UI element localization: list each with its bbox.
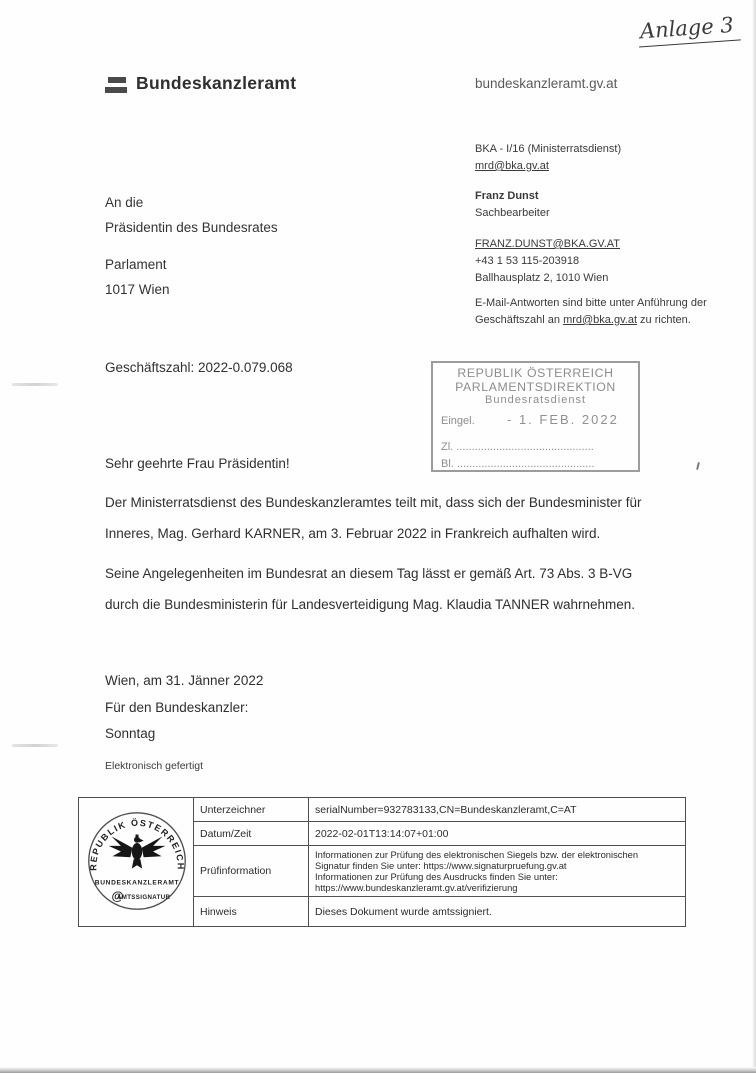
seal-cell — [79, 798, 194, 927]
scan-artifact — [696, 462, 700, 470]
sig-value-line: Informationen zur Prüfung des elektronischen Siegels bzw. der elektronischen — [315, 849, 639, 860]
stamp-dots: ............................................. — [456, 441, 594, 453]
reply-note-post: zu richten. — [637, 314, 691, 326]
recipient-line: Präsidentin des Bundesrates — [105, 220, 278, 235]
handwritten-annotation: Anlage 3 — [637, 12, 741, 47]
paragraph-2 — [105, 558, 635, 620]
closing-place-date: Wien, am 31. Jänner 2022 — [105, 673, 264, 688]
reply-note-line1: E-Mail-Antworten sind bitte unter Anführung der — [475, 297, 707, 309]
amtssignatur-seal-icon — [85, 809, 189, 913]
paragraph-line: Inneres, Mag. Gerhard KARNER, am 3. Februar 2022 in Frankreich aufhalten wird. — [105, 526, 601, 541]
spacer — [475, 287, 745, 295]
fold-mark — [12, 744, 58, 747]
stamp-zl-line — [441, 441, 633, 453]
spacer — [475, 222, 745, 236]
recipient-line: 1017 Wien — [105, 282, 170, 297]
paragraph-1 — [105, 487, 641, 549]
sig-label: Prüfinformation — [194, 846, 309, 897]
contact-block — [475, 141, 745, 329]
contact-role: Sachbearbeiter — [475, 207, 550, 219]
seal-org-text: BUNDESKANZLERAMT — [94, 879, 180, 887]
scan-edge-right — [752, 0, 756, 1073]
received-stamp — [431, 361, 640, 472]
sig-label: Unterzeichner — [194, 798, 309, 822]
contact-unit-email: mrd@bka.gv.at — [475, 160, 549, 172]
stamp-header — [433, 363, 638, 408]
paragraph-line: Seine Angelegenheiten im Bundesrat an diesem Tag lässt er gemäß Art. 73 Abs. 3 B-VG — [105, 566, 633, 581]
contact-unit: BKA - I/16 (Ministerratsdienst) — [475, 143, 622, 155]
bka-logo-icon — [105, 87, 127, 93]
fold-mark — [12, 383, 58, 386]
contact-email: FRANZ.DUNST@BKA.GV.AT — [475, 238, 621, 250]
spacer — [105, 240, 278, 252]
closing-block — [105, 668, 263, 748]
sig-value — [309, 846, 686, 897]
recipient-line: Parlament — [105, 257, 167, 272]
seal-bottom-text: AMTSSIGNATUR — [116, 893, 171, 901]
stamp-received-date: - 1. FEB. 2022 — [507, 412, 619, 427]
spacer — [475, 175, 745, 188]
sig-label: Hinweis — [194, 897, 309, 927]
org-website: bundeskanzleramt.gv.at — [475, 76, 618, 91]
stamp-bl-label: Bl. — [441, 458, 454, 470]
contact-address: Ballhausplatz 2, 1010 Wien — [475, 272, 609, 284]
stamp-zl-label: Zl. — [441, 441, 454, 453]
sig-value-line: Signatur finden Sie unter: https://www.signaturpruefung.gv.at — [315, 860, 567, 871]
stamp-line: Bundesratsdienst — [485, 394, 586, 406]
sig-value-line: Informationen zur Prüfung des Ausdrucks finden Sie unter: — [315, 871, 558, 882]
reference-number: Geschäftszahl: 2022-0.079.068 — [105, 360, 293, 375]
seal-at-icon: @ — [111, 888, 124, 903]
electronic-note: Elektronisch gefertigt — [105, 760, 204, 772]
closing-signer: Sonntag — [105, 726, 156, 741]
closing-on-behalf: Für den Bundeskanzler: — [105, 699, 249, 715]
sig-value: Dieses Dokument wurde amtssigniert. — [309, 897, 686, 927]
scan-edge-bottom — [0, 1067, 756, 1073]
austrian-eagle-icon — [109, 834, 166, 868]
paragraph-line: Der Ministerratsdienst des Bundeskanzleramtes teilt mit, dass sich der Bundesminister für — [105, 495, 642, 510]
table-row — [79, 798, 686, 822]
recipient-line: An die — [105, 195, 144, 210]
org-title: Bundeskanzleramt — [136, 73, 297, 93]
reply-note-email: mrd@bka.gv.at — [563, 314, 637, 326]
salutation: Sehr geehrte Frau Präsidentin! — [105, 456, 290, 471]
paragraph-line: durch die Bundesministerin für Landesverteidigung Mag. Klaudia TANNER wahrnehmen. — [105, 597, 636, 612]
stamp-received-label: Eingel. — [441, 415, 475, 427]
stamp-bl-line — [441, 458, 633, 470]
stamp-dots: ............................................. — [456, 458, 595, 470]
signature-table — [78, 797, 686, 927]
sig-value-line: https://www.bundeskanzleramt.gv.at/verifizierung — [315, 882, 518, 893]
stamp-line: REPUBLIK ÖSTERREICH — [457, 366, 614, 380]
seal-top-text: REPUBLIK ÖSTERREICH — [88, 817, 186, 871]
sig-value: serialNumber=932783133,CN=Bundeskanzleramt,C=AT — [309, 798, 686, 822]
recipient-block — [105, 190, 278, 302]
contact-name: Franz Dunst — [475, 190, 539, 202]
contact-phone: +43 1 53 115-203918 — [475, 255, 580, 267]
bka-logo-icon — [108, 77, 126, 83]
sig-value: 2022-02-01T13:14:07+01:00 — [309, 822, 686, 846]
sig-label: Datum/Zeit — [194, 822, 309, 846]
stamp-line: PARLAMENTSDIREKTION — [455, 379, 616, 394]
reply-note-pre: Geschäftszahl an — [475, 314, 564, 326]
reply-note-line2 — [475, 312, 745, 329]
